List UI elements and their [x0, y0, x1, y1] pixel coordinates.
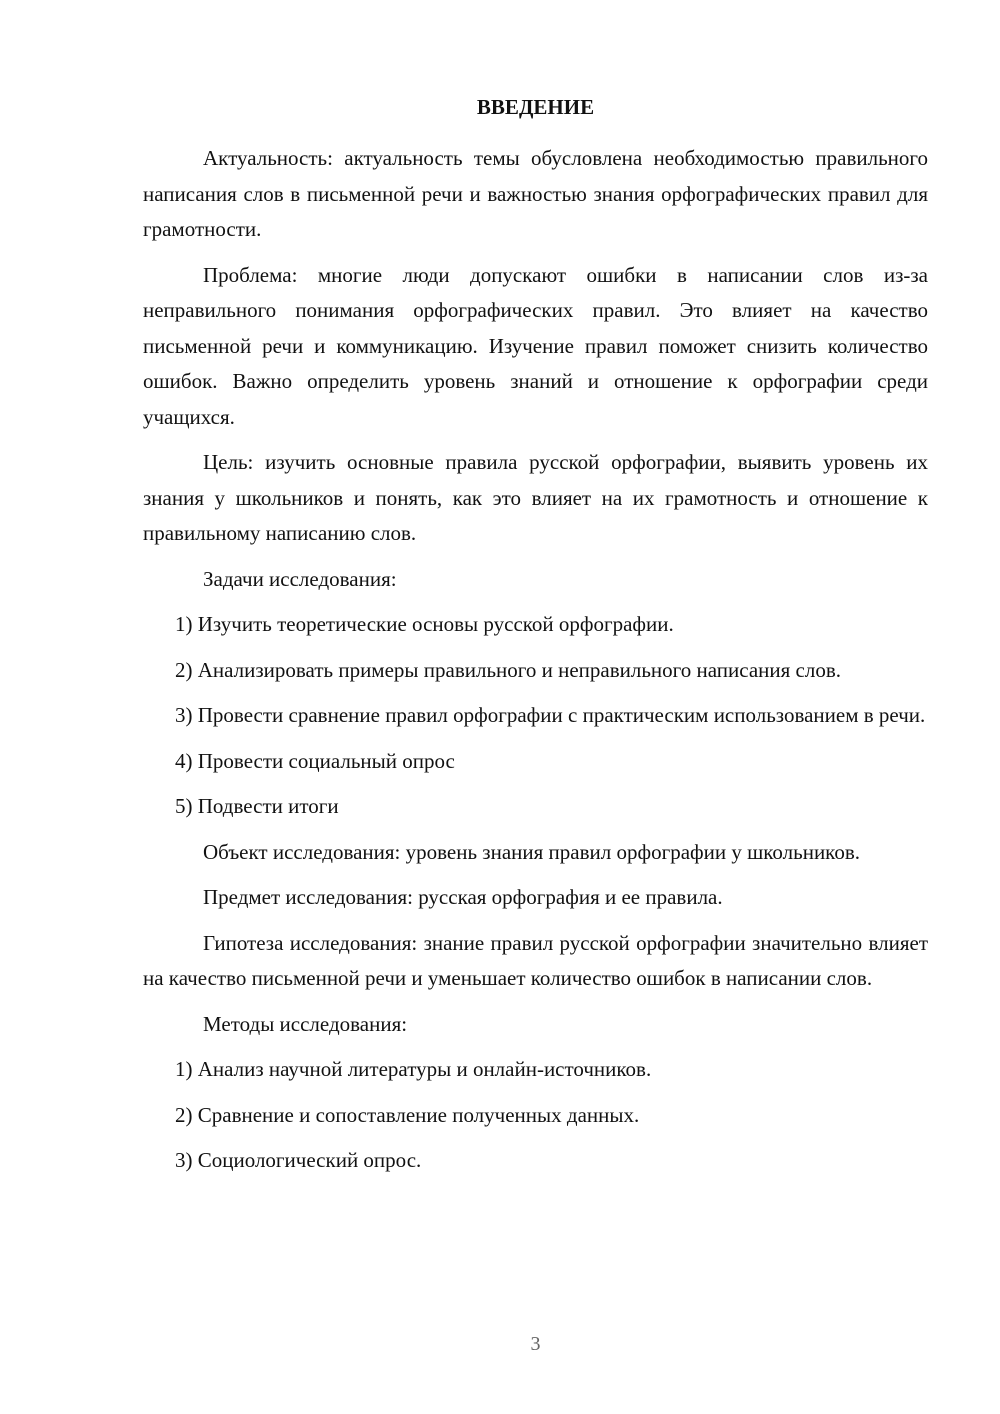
method-item: 3) Социологический опрос.	[175, 1148, 422, 1172]
task-item: 2) Анализировать примеры правильного и неправильного написания слов.	[175, 657, 842, 682]
hypothesis-paragraph: Гипотеза исследования: знание правил русской орфографии значительно влияет на качество письменной речи и уменьшает количество ошибок в написании слов.	[143, 930, 928, 990]
methods-heading: Методы исследования:	[203, 1011, 408, 1036]
subject-paragraph: Предмет исследования: русская орфография и ее правила.	[203, 885, 723, 909]
task-item: 5) Подвести итоги	[175, 794, 339, 818]
relevance-paragraph: Актуальность: актуальность темы обусловлена необходимостью правильного написания слов в письменной речи и важностью знания орфографических правил для грамотности.	[143, 146, 928, 241]
problem-paragraph: Проблема: многие люди допускают ошибки в написании слов из-за неправильного понимания орфографических правил. Это влияет на качество письменной речи и коммуникацию. Изучение правил поможет снизить количество ошибок. Важно определить уровень знаний и отношение к орфографии среди учащихся.	[143, 262, 928, 429]
method-item: 2) Сравнение и сопоставление полученных данных.	[175, 1102, 640, 1127]
task-item: 4) Провести социальный опрос	[175, 748, 455, 773]
goal-paragraph: Цель: изучить основные правила русской орфографии, выявить уровень их знания у школьников и понять, как это влияет на их грамотность и отношение к правильному написанию слов.	[143, 450, 928, 545]
task-item: 3) Провести сравнение правил орфографии с практическим использованием в речи.	[175, 703, 926, 727]
page-number: 3	[530, 1333, 541, 1355]
task-item: 1) Изучить теоретические основы русской орфографии.	[175, 612, 674, 636]
method-item: 1) Анализ научной литературы и онлайн-источников.	[175, 1057, 652, 1081]
object-paragraph: Объект исследования: уровень знания правил орфографии у школьников.	[203, 839, 860, 864]
tasks-heading: Задачи исследования:	[203, 566, 397, 591]
document-body	[143, 141, 928, 1189]
section-heading: ВВЕДЕНИЕ	[476, 95, 595, 119]
